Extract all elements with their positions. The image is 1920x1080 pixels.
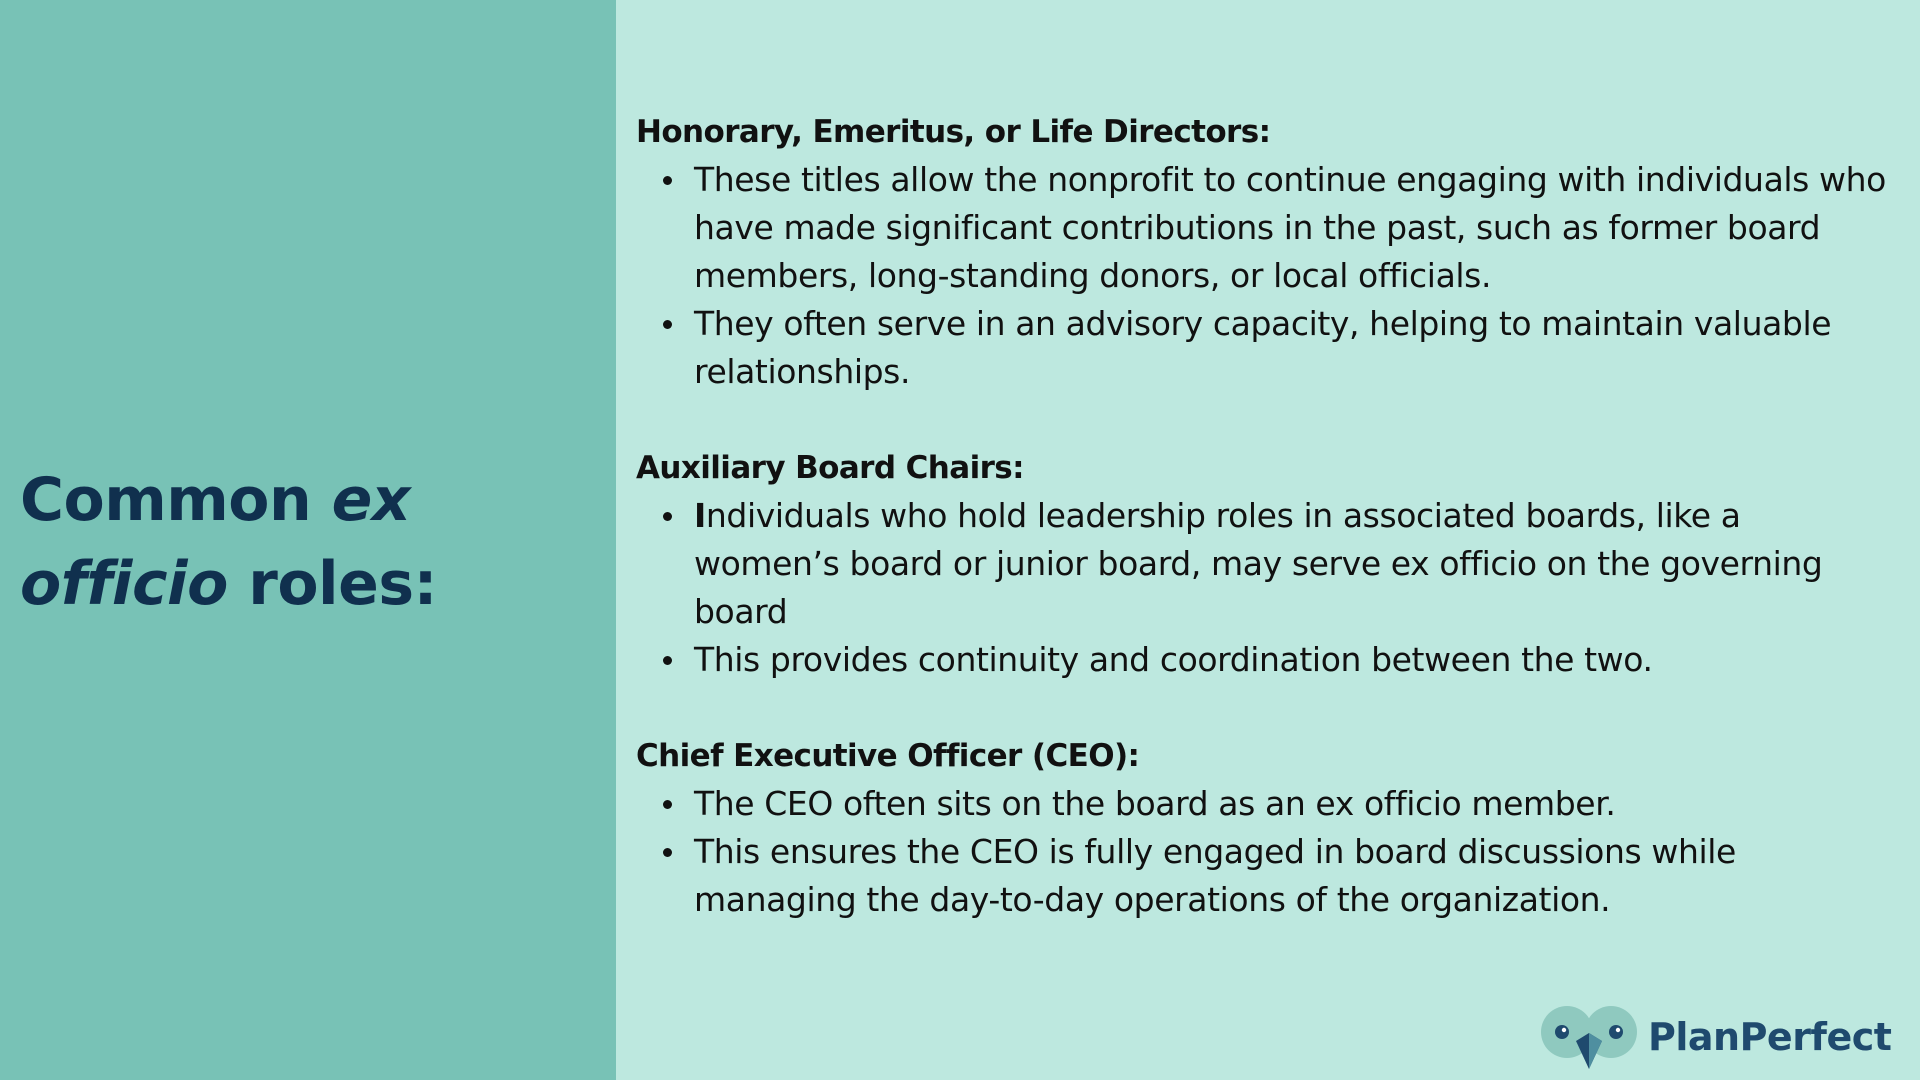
bullet-item: These titles allow the nonprofit to continue engaging with individuals who have made significant contributions in the past, such as former board members, long-standing donors, or local officials. — [694, 156, 1886, 300]
section-heading: Chief Executive Officer (CEO): — [636, 738, 1140, 774]
section-heading: Honorary, Emeritus, or Life Directors: — [636, 114, 1271, 150]
owl-eyes-icon — [1540, 1003, 1638, 1071]
content-area — [636, 108, 1886, 972]
section-heading: Auxiliary Board Chairs: — [636, 450, 1024, 486]
section-auxiliary-board-chairs — [636, 444, 1886, 684]
bullet-item: They often serve in an advisory capacity, helping to maintain valuable relationships. — [694, 300, 1886, 396]
planperfect-logo — [1540, 1002, 1891, 1072]
logo-text: PlanPerfect — [1648, 1015, 1892, 1059]
slide-title — [20, 458, 600, 626]
slide-title-part-officio: officio — [20, 549, 228, 619]
section-chief-executive-officer — [636, 732, 1886, 924]
bullet-item: The CEO often sits on the board as an ex officio member. — [694, 780, 1886, 828]
slide-title-part-roles: roles: — [227, 549, 438, 619]
bullet-list — [636, 492, 1886, 684]
slide-title-part-common: Common — [20, 465, 332, 535]
left-panel — [0, 0, 616, 1080]
bullet-item: Individuals who hold leadership roles in associated boards, like a women’s board or junior board, may serve ex officio on the governing board — [694, 492, 1886, 636]
bullet-list — [636, 156, 1886, 396]
bullet-item: This provides continuity and coordination between the two. — [694, 636, 1886, 684]
bullet-list — [636, 780, 1886, 924]
slide-title-part-ex: ex — [331, 465, 411, 535]
bullet-item: This ensures the CEO is fully engaged in board discussions while managing the day-to-day operations of the organization. — [694, 828, 1886, 924]
section-honorary-directors — [636, 108, 1886, 396]
